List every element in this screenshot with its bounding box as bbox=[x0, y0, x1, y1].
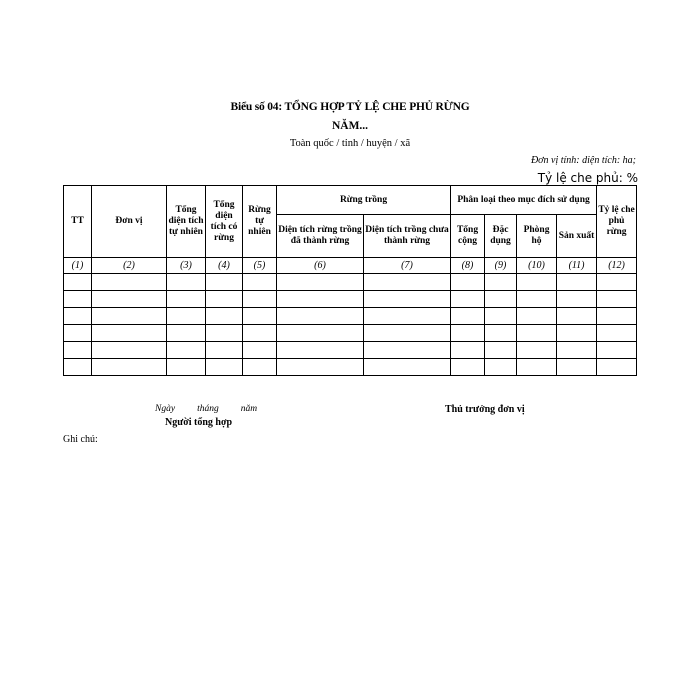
col-number: (4) bbox=[206, 258, 243, 274]
table-row bbox=[64, 308, 637, 325]
form-title: Biểu số 04: TỔNG HỢP TỶ LỆ CHE PHỦ RỪNG bbox=[230, 101, 470, 113]
header-tong-dien-tich: Tổng diện tích tự nhiên bbox=[167, 186, 206, 258]
date-line bbox=[155, 404, 279, 414]
header-phan-loai: Phân loại theo mục đích sử dụng bbox=[451, 186, 597, 215]
col-number: (7) bbox=[364, 258, 451, 274]
header-chua-thanh-rung: Diện tích trồng chưa thành rừng bbox=[364, 215, 451, 258]
header-ty-le: Tỷ lệ che phủ rừng bbox=[597, 186, 637, 258]
col-number: (10) bbox=[517, 258, 557, 274]
table-row bbox=[64, 342, 637, 359]
header-da-thanh-rung: Diện tích rừng trồng đã thành rừng bbox=[277, 215, 364, 258]
header-tong-cong: Tổng cộng bbox=[451, 215, 485, 258]
header-tong-dien-tich-co-rung: Tổng diện tích có rừng bbox=[206, 186, 243, 258]
table-row bbox=[64, 359, 637, 376]
table-row bbox=[64, 274, 637, 291]
date-ngay: Ngày bbox=[155, 404, 176, 414]
col-number: (2) bbox=[92, 258, 167, 274]
col-number: (6) bbox=[277, 258, 364, 274]
col-number: (1) bbox=[64, 258, 92, 274]
table-row bbox=[64, 325, 637, 342]
column-number-row bbox=[64, 258, 637, 274]
header-rung-tu-nhien: Rừng tự nhiên bbox=[243, 186, 277, 258]
date-nam: năm bbox=[240, 404, 258, 414]
header-donvi: Đơn vị bbox=[92, 186, 167, 258]
form-scope: Toàn quốc / tỉnh / huyện / xã bbox=[289, 138, 411, 149]
note-label: Ghi chú: bbox=[63, 434, 98, 445]
ratio-unit-label: Tỷ lệ che phủ: % bbox=[537, 171, 638, 185]
col-number: (5) bbox=[243, 258, 277, 274]
header-phong-ho: Phòng hộ bbox=[517, 215, 557, 258]
preparer-label: Người tổng hợp bbox=[165, 417, 233, 428]
form-year: NĂM... bbox=[331, 120, 369, 132]
col-number: (12) bbox=[597, 258, 637, 274]
forest-cover-table bbox=[63, 185, 637, 376]
col-number: (3) bbox=[167, 258, 206, 274]
head-of-unit-label: Thủ trưởng đơn vị bbox=[445, 404, 525, 415]
col-number: (9) bbox=[485, 258, 517, 274]
unit-label: Đơn vị tính: diện tích: ha; bbox=[530, 155, 636, 166]
col-number: (11) bbox=[557, 258, 597, 274]
date-thang: tháng bbox=[197, 404, 219, 414]
header-dac-dung: Đặc dụng bbox=[485, 215, 517, 258]
header-tt: TT bbox=[64, 186, 92, 258]
col-number: (8) bbox=[451, 258, 485, 274]
table-row bbox=[64, 291, 637, 308]
header-san-xuat: Sản xuất bbox=[557, 215, 597, 258]
header-rung-trong: Rừng trồng bbox=[277, 186, 451, 215]
